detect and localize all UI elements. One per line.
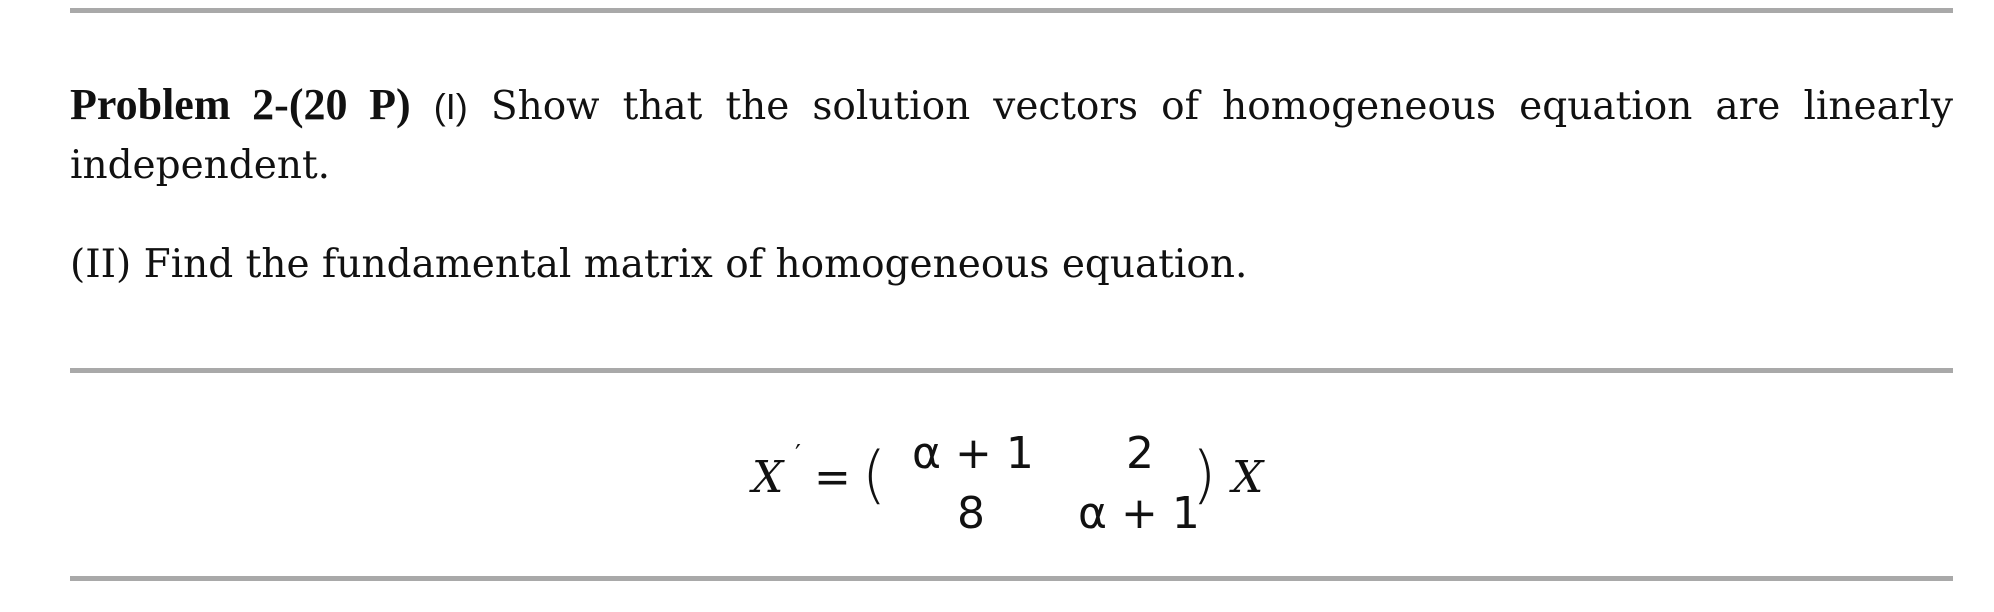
part-2-text: Find the fundamental matrix of homogeneous equation. (131, 242, 1248, 287)
lhs-variable: X (752, 452, 784, 503)
left-parenthesis: ( (862, 438, 887, 511)
part-1-text: Show that the solution vectors of homogeneous equation are linearly independent. (70, 84, 1953, 188)
prime-mark: ′ (795, 440, 801, 470)
part-1-tag: (I) (433, 86, 468, 127)
part-2-tag: (II) (70, 242, 132, 287)
problem-heading: Problem 2-(20 P) (70, 80, 411, 129)
matrix-entry-1-2: 2 (1126, 428, 1154, 479)
equals-sign: = (814, 452, 851, 503)
right-parenthesis: ) (1192, 438, 1217, 511)
matrix-entry-1-1: α + 1 (912, 428, 1034, 479)
bottom-divider (70, 576, 1953, 581)
matrix-entry-2-2: α + 1 (1078, 488, 1200, 539)
rhs-variable: X (1232, 452, 1264, 503)
matrix-entry-2-1: 8 (957, 488, 985, 539)
